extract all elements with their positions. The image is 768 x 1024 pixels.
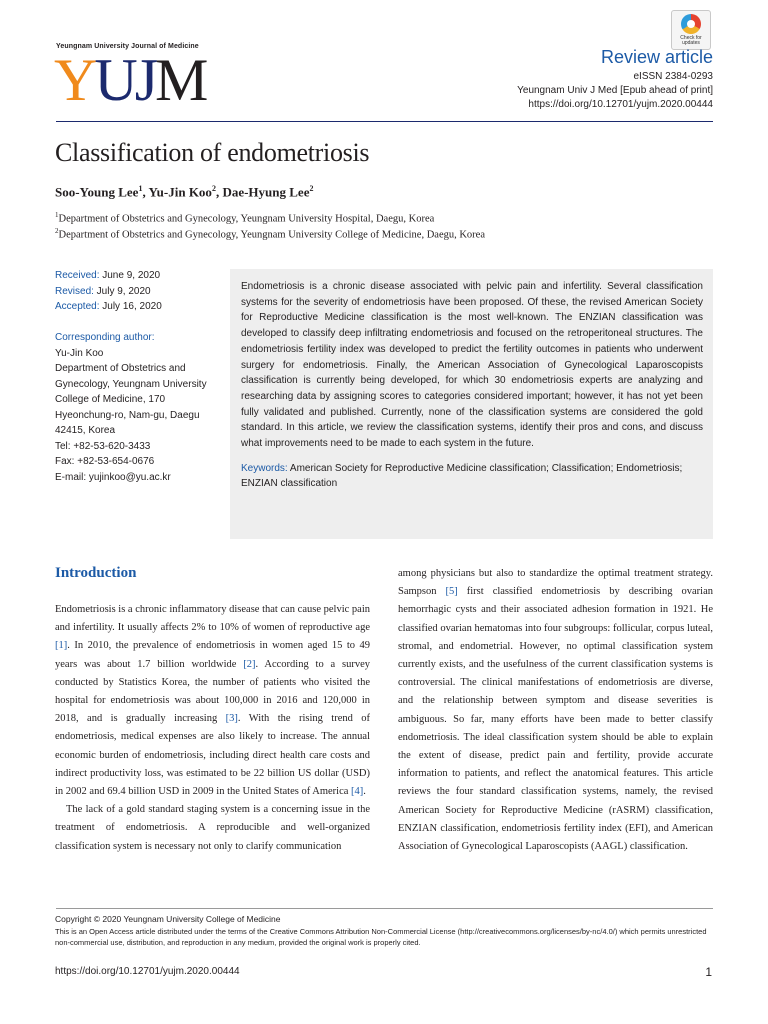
body-text-run: . In 2010, the prevalence of endometriosis in women aged 15 to 49 years was about 1.7 billion worldwide	[55, 640, 370, 670]
body-text-run: among physicians but also to standardize the optimal treatment strategy. Sampson	[398, 568, 713, 598]
eissn: eISSN 2384-0293	[633, 71, 713, 82]
crossmark-icon	[681, 14, 701, 34]
corresponding-email[interactable]: E-mail: yujinkoo@yu.ac.kr	[55, 471, 171, 483]
logo-letter-j: J	[134, 47, 156, 113]
abstract-box	[230, 269, 713, 539]
article-type: Review article	[600, 47, 713, 67]
body-text-run: .	[363, 786, 366, 798]
author-name: Soo-Young Lee	[55, 184, 139, 200]
license-text: This is an Open Access article distributed under the terms of the Creative Commons Attribution Non-Commercial License (http://creativecommons.org/licenses/by-nc/4.0/) which permits unrestricted non-commercial use, distribution, and reproduction in any medium, provided the original work is properly cited.	[55, 927, 707, 947]
accepted-value: July 16, 2020	[99, 301, 162, 312]
check-for-updates-badge[interactable]	[671, 10, 711, 50]
corresponding-line: 42415, Korea	[55, 425, 116, 436]
affiliation-sup: 2	[55, 227, 59, 235]
journal-name: Yeungnam University Journal of Medicine	[56, 43, 199, 50]
logo-letter-m: M	[155, 47, 206, 113]
revised-value: July 9, 2020	[93, 285, 151, 297]
keywords	[241, 461, 703, 492]
copyright-notice: Copyright © 2020 Yeungnam University College of Medicine	[55, 914, 281, 924]
article-title: Classification of endometriosis	[55, 138, 370, 167]
page-number: 1	[705, 965, 712, 979]
body-column-left	[55, 601, 370, 856]
affiliation-2	[55, 227, 485, 241]
accepted-date	[55, 299, 162, 315]
corresponding-tel: Tel: +82-53-620-3433	[55, 440, 151, 452]
article-history	[55, 268, 162, 315]
received-label: Received:	[55, 270, 100, 281]
author-separator: ,	[215, 184, 223, 200]
body-paragraph: The lack of a gold standard staging system is a concerning issue in the treatment of endometriosis. A reproducible and well-organized classification system is necessary not only to clarify communication	[55, 804, 370, 852]
body-column-right	[398, 565, 713, 856]
received-date	[55, 268, 162, 284]
body-text-run: . According to a survey conducted by Statistics Korea, the number of patients who visited the hospital for endometriosis was about 100,000 in 2016 and 120,000 in 2018, and is gradually increasing	[55, 658, 371, 725]
reference-link[interactable]: [3]	[225, 713, 238, 725]
author-affil-sup: 2	[211, 184, 216, 193]
body-text-run: Endometriosis is a chronic inflammatory disease that can cause pelvic pain and infertility. It usually affects 2% to 10% of women of reproductive age	[55, 604, 370, 634]
citation: Yeungnam Univ J Med [Epub ahead of print]	[517, 85, 713, 96]
author-list	[55, 184, 313, 200]
body-paragraph	[398, 565, 713, 856]
corresponding-line: Yu-Jin Koo	[55, 347, 104, 359]
footer-divider	[56, 908, 713, 909]
abstract-text: Endometriosis is a chronic disease associated with pelvic pain and infertility. Several classification systems for the severity of endometriosis have been proposed. Of these, the revised American Society for Reproductive Medicine classification is the most well-known. The ENZIAN classification was developed to classify deep infiltrating endometriosis and focused on the retroperitoneal structures. The endometriosis fertility index was developed to predict the fertility outcomes in patients who underwent surgery for endometriosis. Finally, the American Association of Gynecological Laparoscopists classification is currently being developed, for which 30 endometriosis experts are analyzing and researching data by assigning scores to categories considered important; however, it has not yet been fully validated and published. Currently, none of the classification systems are considered the gold standard. In this article, we review the classification systems, identify their pros and cons, and discuss what improvements need to be made to each system in the future.	[241, 281, 703, 450]
reference-link[interactable]: [5]	[445, 586, 458, 598]
body-text-run: . With the rising trend of endometriosis, medical expenses are also likely to increase. The annual economic burden of endometriosis, including direct health care costs and indirect productivity loss, was estimated to be 22 billion US dollar (USD) in 2002 and 69.4 billion USD in 2009 in the United States of America	[55, 713, 371, 798]
affiliation-1	[55, 211, 434, 225]
corresponding-line: Gynecology, Yeungnam University	[55, 378, 207, 390]
revised-label: Revised:	[55, 285, 94, 297]
reference-link[interactable]: [1]	[55, 640, 68, 652]
header-doi-link[interactable]: https://doi.org/10.12701/yujm.2020.00444	[528, 99, 713, 110]
reference-link[interactable]: [4]	[351, 786, 364, 798]
corresponding-label: Corresponding author:	[55, 332, 155, 343]
received-value: June 9, 2020	[99, 270, 161, 281]
corresponding-author	[55, 330, 207, 485]
affiliation-text: Department of Obstetrics and Gynecology, Yeungnam University College of Medicine, Daegu, Korea	[58, 229, 486, 241]
logo-letter-y: Y	[54, 47, 95, 113]
author-name: Yu-Jin Koo	[148, 184, 212, 200]
author-separator: ,	[142, 184, 149, 200]
author-affil-sup: 2	[309, 184, 314, 193]
keywords-list: American Society for Reproductive Medicine classification; Classification; Endometriosis; ENZIAN classification	[241, 462, 683, 490]
author-affil-sup: 1	[138, 184, 143, 193]
corresponding-line: Department of Obstetrics and	[55, 363, 186, 374]
affiliation-sup: 1	[55, 211, 59, 219]
affiliation-text: Department of Obstetrics and Gynecology, Yeungnam University Hospital, Daegu, Korea	[58, 213, 435, 225]
corresponding-fax: Fax: +82-53-654-0676	[55, 456, 155, 467]
author-name: Dae-Hyung Lee	[222, 184, 310, 200]
accepted-label: Accepted:	[55, 301, 100, 312]
footer-doi-link[interactable]: https://doi.org/10.12701/yujm.2020.00444	[55, 966, 240, 977]
corresponding-line: College of Medicine, 170	[55, 394, 166, 405]
revised-date	[55, 284, 162, 300]
body-paragraph	[55, 601, 370, 801]
journal-logo	[54, 47, 206, 113]
section-heading-introduction: Introduction	[55, 565, 137, 581]
corresponding-line: Hyeonchung-ro, Nam-gu, Daegu	[55, 409, 200, 421]
check-for-updates-label: Check for updates	[680, 35, 702, 46]
header-divider	[56, 121, 713, 122]
keywords-label: Keywords:	[241, 462, 288, 474]
logo-letter-u: U	[94, 47, 135, 113]
body-text-run: first classified endometriosis by describing ovarian hemorrhagic cysts and their associated adhesion formation in 1921. He classified ovarian hematomas into four subgroups: follicular, corpus luteal, stromal, and endometrial. However, no optimal classification system currently exists, and the usefulness of the current classification systems is controversial. The clinical manifestations of endometriosis are diverse, and the relationship between symptom and disease severities is ambiguous. So far, many efforts have been made to better classify endometriosis. The ideal classification system should be able to explain the extent of disease, predict pain and fertility, provide accurate information to patients, and reflect the anatomical features. This article reviews the four standard classification systems, namely, the revised American Society for Reproductive Medicine (rASRM) classification, ENZIAN classification, endometriosis fertility index (EFI), and American Association of Gynecological Laparoscopists (AAGL) classification.	[398, 586, 713, 853]
reference-link[interactable]: [2]	[243, 658, 256, 670]
